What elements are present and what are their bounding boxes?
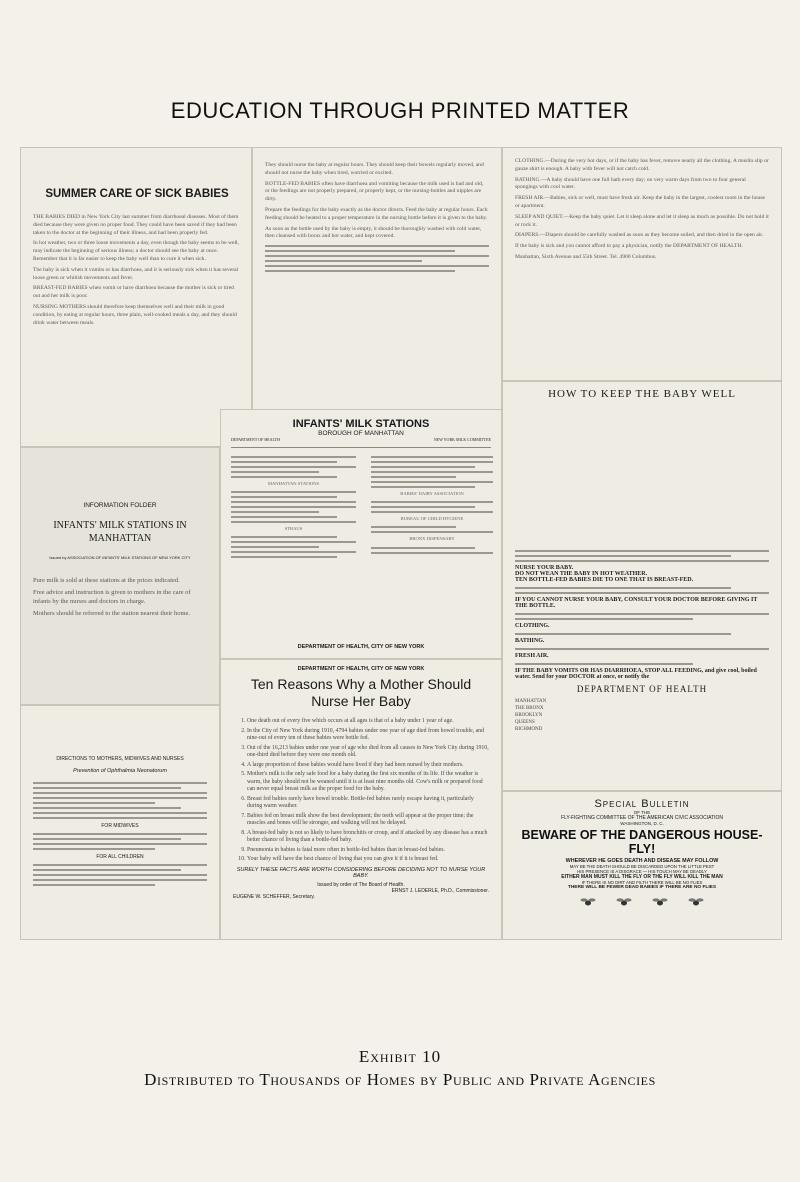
stations-dept: DEPARTMENT OF HEALTH <box>231 437 280 442</box>
bathing-heading: BATHING. <box>515 638 545 644</box>
borough-item: MANHATTAN <box>515 699 547 704</box>
ten-reasons-leaflet <box>220 659 502 940</box>
middle-para-1: They should nurse the baby at regular hours. They should keep their bowels regularly moved, and should not nurse the baby when tired, worried or excited. <box>265 162 484 176</box>
directions-section: FOR MIDWIVES <box>101 823 139 829</box>
department-of-health-heading: DEPARTMENT OF HEALTH <box>576 684 708 694</box>
folder-issued-by: Issued by ASSOCIATION OF INFANTS' MILK STATIONS OF NEW YORK CITY <box>49 555 191 560</box>
commissioner-line: ERNST J. LEDERLE, Ph.D., Commissioner. <box>391 887 489 894</box>
beware-banner: BEWARE OF THE DANGEROUS HOUSE-FLY! <box>521 828 763 856</box>
how-to-keep-title: HOW TO KEEP THE BABY WELL <box>548 388 736 400</box>
stations-committee: NEW YORK MILK COMMITTEE <box>433 437 491 442</box>
summer-care-para-2: In hot weather, two or three loose movements a day, even though the baby seems to be well, may indicate the beginning of serious illness; a doctor should see the baby at once. Remember that it is far easier to keep the baby well than to cure it when sick. <box>33 240 240 262</box>
stations-group-4: BUREAU OF CHILD HYGIENE <box>400 516 464 522</box>
fresh-air-para: FRESH AIR.—Babies, sick or well, must have fresh air. Keep the baby in the largest, coolest room in the house or apartment. <box>515 195 766 209</box>
borough-list <box>515 698 769 733</box>
directions-subtitle: Prevention of Ophthalmia Neonatorum <box>73 768 167 774</box>
bathing-para: BATHING.—A baby should have one full bath every day; on very warm days from two to four general spongings with cool water. <box>515 176 746 191</box>
text-lines <box>515 633 769 635</box>
reason-item: 9. Pneumonia in babies is fatal more often in bottle-fed babies than in breast-fed babies. <box>247 847 489 855</box>
ten-reasons-header: DEPARTMENT OF HEALTH, CITY OF NEW YORK <box>297 666 425 672</box>
summer-care-middle-column <box>252 147 502 447</box>
distribution-caption: Distributed to Thousands of Homes by Public and Private Agencies <box>144 1070 656 1089</box>
text-lines <box>515 648 769 650</box>
borough-item: BROOKLYN <box>515 713 543 718</box>
nurse-your-baby: NURSE YOUR BABY. <box>515 565 574 571</box>
directions-leaflet <box>20 705 220 940</box>
bulletin-committee: FLY-FIGHTING COMMITTEE OF THE AMERICAN CIVIC ASSOCIATION <box>560 815 724 821</box>
directions-section-2: FOR ALL CHILDREN <box>96 854 144 860</box>
summer-care-para-1: THE BABIES DIED in New York City last summer from diarrhoeal diseases. Most of them died because they were given no proper food. They could have been saved if they had been taken to the doctor at the beginning of their illness, and had been properly fed. <box>33 214 239 236</box>
reason-item: 1. One death out of every five which occurs at all ages is that of a baby under 1 year of age. <box>247 718 489 726</box>
secretary-line: EUGENE W. SCHEFFER, Secretary. <box>233 893 315 900</box>
middle-para-2: BOTTLE-FED BABIES often have diarrhoea and vomiting because the milk used is bad and old, or the feedings are not properly prepared, or properly kept, or the nursing-bottles and nipples are dirty. <box>265 180 484 203</box>
text-lines <box>515 613 769 620</box>
ten-reasons-title: Ten Reasons Why a Mother Should Nurse Her Baby <box>250 676 472 709</box>
do-not-wean: DO NOT WEAN THE BABY IN HOT WEATHER. <box>515 571 648 577</box>
bulletin-city: WASHINGTON, D. C. <box>620 821 664 826</box>
special-bulletin <box>502 791 782 940</box>
middle-para-4: As soon as the bottle used by the baby is empty, it should be thoroughly washed with cold water, then cleansed with borax and hot water, and kept covered. <box>265 225 482 240</box>
stations-footer: DEPARTMENT OF HEALTH, CITY OF NEW YORK <box>297 644 425 650</box>
reason-item: 7. Babies fed on breast milk show the best development; the teeth will appear at the proper time; the muscles and bones will be stronger, and walking will not be delayed. <box>247 813 489 828</box>
notify-para: If the baby is sick and you cannot afford to pay a physician, notify the DEPARTMENT OF HEALTH. <box>515 243 743 250</box>
summer-care-para-4: BREAST-FED BABIES when vomit or have diarrhoea because the mother is sick or tired out and her milk is poor. <box>33 285 234 300</box>
reason-item: 8. A breast-fed baby is not so likely to have bronchitis or croup, and if attacked by any disease has a much better chance of living than a bottle-fed baby. <box>247 830 489 845</box>
folder-text-2: Free advice and instruction is given to mothers in the care of infants by the nurses and doctors in charge. <box>33 589 191 605</box>
sleep-quiet-para: SLEEP AND QUIET.—Keep the baby quiet. Let it sleep alone and let it sleep as much as possible. Do not hold it or rock it. <box>515 213 769 228</box>
bulletin-line-3: HIS PRESENCE IS A DISGRACE — HIS TOUCH MAY BE DEADLY <box>577 869 707 874</box>
summer-care-para-3: The baby is sick when it vomits or has diarrhoea, and it is seriously sick when it has several loose green or whitish movements and fever. <box>33 266 239 281</box>
milk-stations-listing <box>220 409 502 659</box>
bulletin-line-4: EITHER MAN MUST KILL THE FLY OR THE FLY WILL KILL THE MAN <box>561 874 723 880</box>
reason-item: 2. In the City of New York during 1910, 4794 babies under one year of age died from bowel trouble, and nine-out of every ten of these babies were bottle fed. <box>247 728 489 743</box>
bulletin-line-6: THERE WILL BE FEWER DEAD BABIES IF THERE ARE NO FLIES <box>567 885 717 890</box>
bulletin-line-5: IF THERE IS NO DIRT AND FILTH THERE WILL BE NO FLIES <box>581 880 703 885</box>
folder-text-1: Pure milk is sold at these stations at the prices indicated. <box>33 577 180 584</box>
exhibit-collage <box>20 147 782 940</box>
page-title: EDUCATION THROUGH PRINTED MATTER <box>170 98 630 123</box>
stations-left-column <box>231 452 356 561</box>
information-folder <box>20 447 220 705</box>
address-line: Manhattan, Sixth Avenue and 55th Street. Tel. 4900 Columbus. <box>515 253 657 260</box>
reason-item: 4. A large proportion of these babies would have lived if they had been nursed by their mothers. <box>247 762 489 770</box>
stations-columns <box>231 452 491 642</box>
text-lines <box>265 245 489 272</box>
stations-group-5: BRONX DISPENSARY <box>409 536 455 542</box>
borough-item: THE BRONX <box>515 706 544 711</box>
folder-text-3: Mothers should be referred to the station nearest their home. <box>33 610 191 617</box>
text-lines <box>515 663 769 665</box>
stations-subtitle: BOROUGH OF MANHATTAN <box>318 430 404 437</box>
fly-icon <box>580 897 596 907</box>
borough-item: QUEENS <box>515 720 535 725</box>
folder-title: INFANTS' MILK STATIONS IN MANHATTAN <box>53 520 187 544</box>
summer-care-leaflet <box>20 147 252 447</box>
clothing-para: CLOTHING.—During the very hot days, or if the baby has fever, remove nearly all the clothing. A muslin slip or gauze shirt is enough. A baby with fever will not catch cold. <box>515 158 769 172</box>
fly-icon <box>688 897 704 907</box>
reason-item: 3. Out of the 16,213 babies under one year of age who died from all causes in New York City during 1910, one-third died before they were one month old. <box>247 745 489 760</box>
diapers-para: DIAPERS.—Diapers should be carefully washed as soon as they become soiled, and then dried in the open air. <box>515 232 764 239</box>
summer-care-para-5: NURSING MOTHERS should therefore keep themselves well and their milk in good condition, by eating at regular hours, three plain, well-cooked meals a day, and they should drink water between meals. <box>33 303 237 326</box>
fly-icon <box>652 897 668 907</box>
reason-item: 10. Your baby will have the best chance of living that you can give it if it is breast fed. <box>247 856 489 864</box>
clothing-bathing-panel <box>502 147 782 381</box>
bulletin-of-the: OF THE <box>633 810 651 815</box>
folder-label: INFORMATION FOLDER <box>83 502 157 509</box>
bulletin-line-1: WHEREVER HE GOES DEATH AND DISEASE MAY FOLLOW <box>565 858 719 864</box>
reasons-list <box>233 718 489 864</box>
fly-illustrations <box>513 894 771 912</box>
text-lines <box>515 550 769 562</box>
vomits-line: IF THE BABY VOMITS OR HAS DIARRHOEA, STOP ALL FEEDING, and give cool, boiled water. Send for your DOCTOR at once, or notify the <box>515 668 757 680</box>
reason-item: 6. Breast fed babies rarely have bowel trouble. Bottle-fed babies rarely escape having it, particularly during warm weather. <box>247 796 489 811</box>
stations-group-2: BABIES' DAIRY ASSOCIATION <box>400 491 464 496</box>
bulletin-line-2: MAY BE THE DEATH SHOULD BE DISCARDED UPON THE LITTLE PEST <box>569 864 715 869</box>
directions-title: DIRECTIONS TO MOTHERS, MIDWIVES AND NURSES <box>56 756 184 762</box>
stations-group-1: MANHATTAN STATIONS <box>267 481 320 486</box>
text-lines <box>515 587 769 594</box>
fly-icon <box>616 897 632 907</box>
bulletin-title: Special Bulletin <box>594 798 690 810</box>
stations-right-column <box>371 452 493 557</box>
how-to-keep-baby-well <box>502 381 782 791</box>
reason-item: 5. Mother's milk is the only safe food for a baby during the first six months of its life. If the weather is warm, the baby should not be weaned until it is at least nine months old. Cow's milk or prepared food can never equal breast milk as the proper food for the baby. <box>247 771 489 794</box>
fresh-air-heading: FRESH AIR. <box>515 653 549 659</box>
stations-group-3: STRAUS <box>284 526 303 532</box>
issued-line: Issued by order of The Board of Health. <box>317 881 405 888</box>
exhibit-caption: Exhibit 10 <box>358 1047 442 1066</box>
consult-doctor: IF YOU CANNOT NURSE YOUR BABY, CONSULT YOUR DOCTOR BEFORE GIVING IT THE BOTTLE. <box>515 597 758 609</box>
borough-item: RICHMOND <box>515 727 543 732</box>
middle-para-3: Prepare the feedings for the baby exactly as the doctor directs. Feed the baby at regular hours. Each feeding should be heated to a proper temperature in the nursing bottle before it is given to the baby. <box>265 206 488 221</box>
ten-bottle-fed: TEN BOTTLE-FED BABIES DIE TO ONE THAT IS BREAST-FED. <box>515 577 694 583</box>
surely-line: SURELY THESE FACTS ARE WORTH CONSIDERING BEFORE DECIDING NOT TO NURSE YOUR BABY. <box>236 866 486 879</box>
clothing-heading: CLOTHING. <box>515 623 550 629</box>
stations-title: INFANTS' MILK STATIONS <box>292 418 430 430</box>
summer-care-title: SUMMER CARE OF SICK BABIES <box>45 188 229 200</box>
